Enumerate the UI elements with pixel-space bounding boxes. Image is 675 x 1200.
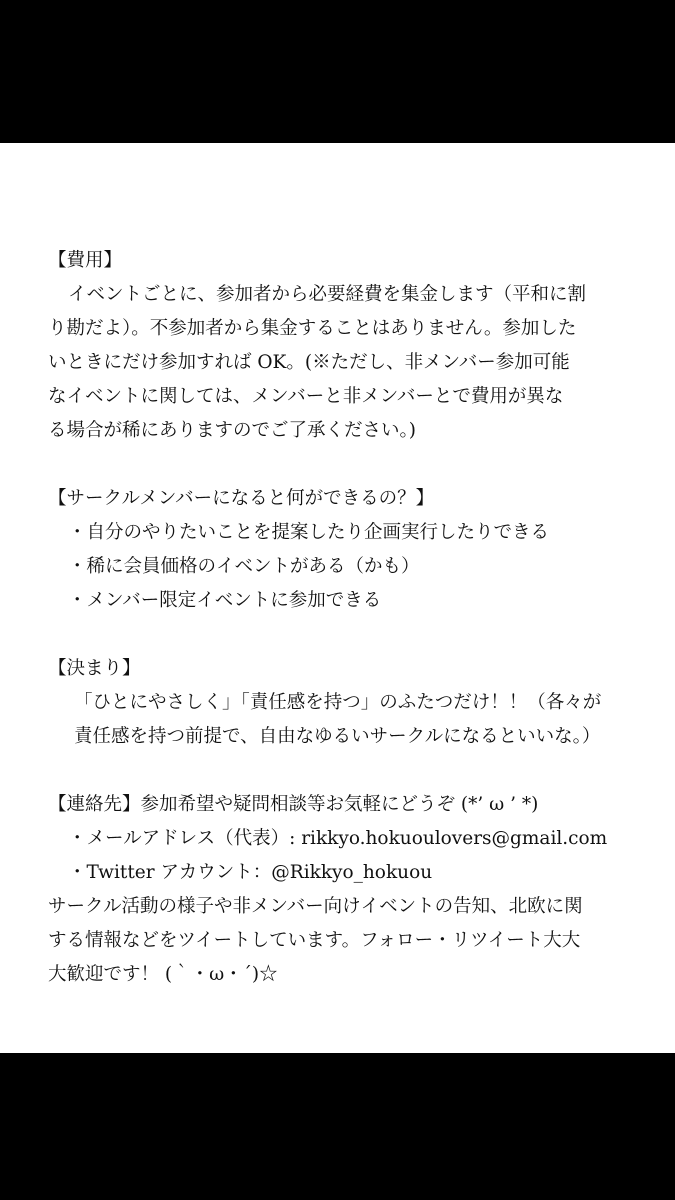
rules-text-line: 「ひとにやさしく」「責任感を持つ」のふたつだけ！！（各々が bbox=[74, 692, 602, 713]
cost-text-line: なイベントに関しては、メンバーと非メンバーとで費用が異な bbox=[48, 386, 564, 407]
contact-text-line: サークル活動の様子や非メンバー向けイベントの告知、北欧に関 bbox=[48, 896, 583, 917]
contact-text-line: 大歓迎です！ (｀・ω・´)☆ bbox=[48, 964, 278, 985]
benefit-item: ・メンバー限定イベントに参加できる bbox=[68, 590, 382, 611]
contact-heading: 【連絡先】参加希望や疑問相談等お気軽にどうぞ (*’ ω ’ *) bbox=[48, 794, 539, 815]
rules-heading: 【決まり】 bbox=[48, 658, 141, 679]
benefits-heading: 【サークルメンバーになると何ができるの？】 bbox=[48, 488, 435, 509]
cost-text-line: り勘だよ）。不参加者から集金することはありません。参加した bbox=[48, 318, 577, 339]
rules-text-line: 責任感を持つ前提で、自由なゆるいサークルになるといいな。） bbox=[74, 726, 601, 747]
contact-email: ・メールアドレス（代表）: rikkyo.hokuoulovers@gmail.com bbox=[68, 828, 608, 849]
contact-text-line: する情報などをツイートしています。フォロー・リツイート大大 bbox=[48, 930, 581, 951]
spacer bbox=[48, 618, 649, 652]
contact-twitter: ・Twitter アカウント：@Rikkyo_hokuou bbox=[68, 862, 433, 883]
cost-text-line: いときにだけ参加すれば OK。(※ただし、非メンバー参加可能 bbox=[48, 352, 570, 373]
cost-text-line: る場合が稀にありますのでご了承ください。) bbox=[48, 420, 416, 441]
document-page bbox=[0, 143, 675, 1053]
spacer bbox=[48, 754, 649, 788]
cost-text-line: イベントごとに、参加者から必要経費を集金します（平和に割 bbox=[68, 284, 587, 305]
benefit-item: ・稀に会員価格のイベントがある（かも） bbox=[68, 556, 420, 577]
spacer bbox=[48, 448, 649, 482]
cost-heading: 【費用】 bbox=[48, 250, 123, 271]
benefit-item: ・自分のやりたいことを提案したり企画実行したりできる bbox=[68, 522, 550, 543]
